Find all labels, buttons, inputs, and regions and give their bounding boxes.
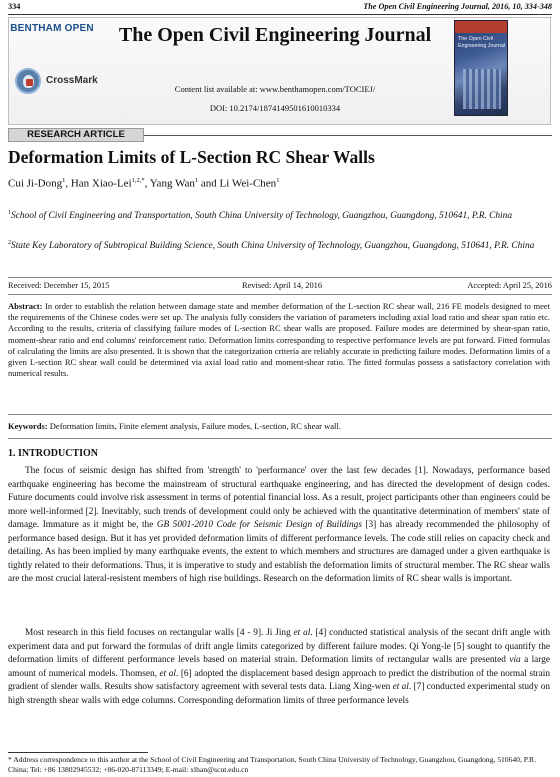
- abstract: [8, 301, 550, 379]
- header-divider: [8, 14, 552, 15]
- article-history: [8, 281, 552, 292]
- body-paragraph: The focus of seismic design has shifted from 'strength' to 'performance' over the last few decades [1]. Nowadays, performance based earthquake engineering has become the mainstream of structural earthquake engineering, and has directed the development of design codes. Future documents could involve risk assessment in terms of potential financial loss. As a result, project participants other than engineers could be more well-informed [2]. Inevitably, such trends of development could only be achieved with the quantitative determination of members' state of damage. Immature as it might be, the GB 5001-2010 Code for Seismic Design of Buildings [3] has already recommended the philosophy of performance based design. But it has yet provided deformation limits of different performance levels. The code still relies on capacity check and detailing. As has been implied by many earthquake events, the extent to which members and structures are damaged under a given earthquake is tightly related to their deformations. Thus, it is imperative to study and establish the deformation limits of structural member. The RC shear walls are the most crucial lateral-resistent members of high rise buildings. Research on the deformation limits of RC shear walls is important.: [8, 466, 550, 584]
- revised-date: Revised: April 14, 2016: [242, 281, 323, 290]
- affiliation: [8, 207, 550, 223]
- author-list: Cui Ji-Dong$^1$, Han Xiao-Lei$^{1,2,*}$, Yang Wan$^1$ and Li Wei-Chen$^1$: [8, 177, 280, 190]
- author-name[interactable]: Han Xiao-Lei: [70, 177, 132, 190]
- author-affiliation-mark: 1: [276, 177, 280, 184]
- crossmark-badge[interactable]: [15, 68, 101, 96]
- accepted-date: Accepted: April 25, 2016: [467, 281, 552, 290]
- keywords-label: Keywords:: [8, 421, 48, 431]
- footnote-rule: [8, 752, 148, 753]
- running-header: [8, 2, 552, 14]
- affiliation-mark: 1: [8, 210, 11, 216]
- affiliation: [8, 237, 550, 253]
- keywords-text: Deformation limits, Finite element analysis, Failure modes, L-section, RC shear wall.: [47, 421, 341, 431]
- abstract-text: In order to establish the relation between damage state and member deformation of the L-section RC shear wall, 216 FE models designed to meet the requirements of the Chinese codes were set up. The analysis fully considers the variation of parameters including axial load ratio and shear span ratio etc. According to the results, criteria of classifying failure modes of L-section RC shear walls are proposed. Failure modes are determined by shear-span ratio, moment-shear ratio and end columns' reinforcement ratio. Deformation limits corresponding to respective performance levels are put forward. Fitted formulas of calculating the limits are also presented. It is shown that the categorization criteria are reliably accurate in predicting failure modes. Deformation limits of a given L-section RC shear wall could be determined via axial load ratio and moment-shear ratio. The fitted formulas possess a satisfactory correlation with numerical results.: [8, 301, 550, 379]
- bentham-open-logo[interactable]: [8, 23, 96, 39]
- received-date: Received: December 15, 2015: [8, 281, 110, 290]
- cover-title: The Open Civil Engineering Journal: [458, 36, 506, 49]
- author-affiliation-mark: 1: [194, 177, 199, 184]
- page-number: 334: [8, 2, 21, 11]
- journal-citation: The Open Civil Engineering Journal, 2016, 10, 334-348: [363, 2, 552, 11]
- abstract-label: Abstract:: [8, 301, 43, 311]
- affiliation-mark: 2: [8, 240, 11, 246]
- doi-link[interactable]: DOI: 10.2174/1874149501610010334: [209, 103, 341, 113]
- journal-title: The Open Civil Engineering Journal: [118, 24, 432, 46]
- author-name[interactable]: Yang Wan: [149, 177, 195, 190]
- section-heading-introduction: 1. INTRODUCTION: [8, 448, 99, 459]
- author-affiliation-mark: 1: [62, 177, 66, 184]
- keywords: [8, 421, 550, 431]
- author-name[interactable]: Li Wei-Chen: [219, 177, 277, 190]
- abstract-rule: [8, 414, 552, 415]
- article-type-badge: RESEARCH ARTICLE: [8, 128, 144, 142]
- publisher-logo-text: BENTHAM OPEN: [10, 23, 94, 34]
- dates-bottom-rule: [8, 294, 552, 295]
- content-list-link[interactable]: Content list available at: www.benthamopen.com/TOCIEJ/: [174, 84, 376, 94]
- crossmark-icon: [15, 68, 41, 94]
- correspondence-footnote: * Address correspondence to this author at the School of Civil Engineering and Transportation, South China University of Technology, Guangzhou, Guangdong, 510640, P.R. China; Tel: +86 13802945532; +86-020-87113349; E-mail: xlhan@scut.edu.cn: [8, 755, 537, 774]
- journal-cover-image: [454, 20, 508, 116]
- author-affiliation-mark: 1,2,*: [131, 177, 145, 184]
- cited-code-title: GB 5001-2010 Code for Seismic Design of Buildings: [156, 520, 362, 530]
- article-title: Deformation Limits of L-Section RC Shear Walls: [8, 147, 375, 167]
- dates-top-rule: [8, 277, 552, 278]
- affiliation-text: State Key Laboratory of Subtropical Building Science, South China University of Technology, Guangzhou, Guangdong, 510641, P.R. China: [11, 241, 535, 252]
- article-type-rule: [144, 135, 552, 136]
- affiliation-text: School of Civil Engineering and Transportation, South China University of Technology, Guangzhou, Guangdong, 510641, P.R. China: [11, 211, 513, 222]
- author-name[interactable]: Cui Ji-Dong: [8, 177, 63, 190]
- body-paragraph: Most research in this field focuses on rectangular walls [4 - 9]. Ji Jing et al. [4] conducted statistical analysis of the secant drift angle with experiment data and put forward the formulas of drift angle limits categorized by different failure modes. Qi Yong-le [5] sought to quantify the deformation limits of different performance levels based on material strain. Deformation limits of rectangular walls are presented via a large amount of numerical models. Thomsen, et al. [6] adopted the displacement based design approach to predict the distribution of the normal strain gradient of slender walls. Results show satisfactory agreement with several tests data. Liang Xing-wen et al. [7] conducted experimental study on high strength shear walls with edge columns. Corresponding deformation limits of three performance levels: [8, 628, 551, 706]
- keywords-rule: [8, 438, 552, 439]
- crossmark-label: CrossMark: [46, 75, 98, 86]
